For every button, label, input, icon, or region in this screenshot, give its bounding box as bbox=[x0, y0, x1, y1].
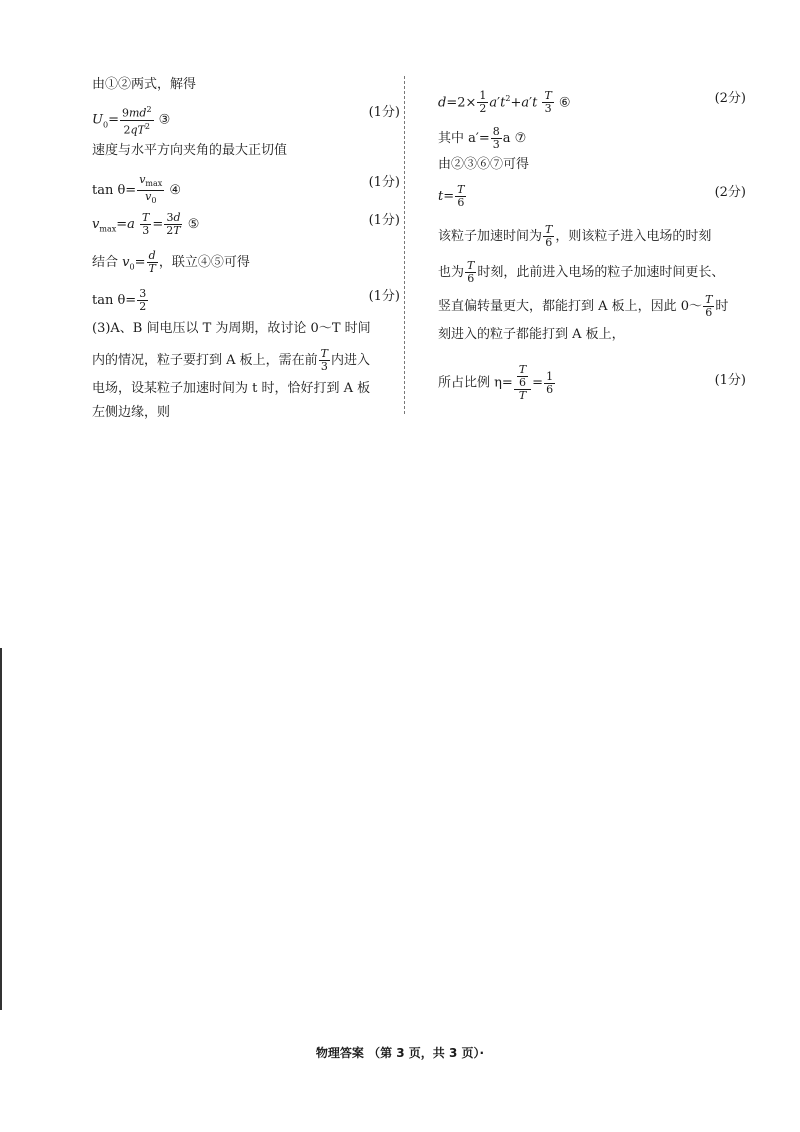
text: 其中 a′= bbox=[438, 131, 490, 146]
formula-combine: 结合 $v_0=$ $\frac{d}{T}$ ，联立④⑤可得 bbox=[92, 249, 250, 275]
score: (1分) bbox=[368, 289, 400, 304]
text: 内的情况，粒子要打到 A 板上，需在前 bbox=[92, 353, 318, 368]
formula-d: d=2× $\frac{1}{2}$ $a't^2+a't$ $\frac{T}{3}$ ⑥ (2分) bbox=[438, 89, 746, 116]
formula-vmax: $v_{max}=a$ $\frac{T}{3}$ = $\frac{3d}{2T}$ ⑤ (1分) bbox=[92, 211, 400, 237]
formula-u0: $U_0=$ $\frac{9md^2}{2qT^2}$ ③ (1分) bbox=[92, 105, 400, 137]
score: (1分) bbox=[368, 213, 400, 228]
text-line: 速度与水平方向夹角的最大正切值 bbox=[92, 143, 288, 158]
text-line: 内的情况，粒子要打到 A 板上，需在前 $\frac{T}{3}$ 内进入 bbox=[92, 347, 371, 373]
text-line: 也为 $\frac{T}{6}$ 时刻，此前进入电场的粒子加速时间更长、 bbox=[438, 259, 725, 285]
text: a ⑦ bbox=[502, 131, 527, 146]
score: (1分) bbox=[714, 373, 746, 388]
text: 该粒子加速时间为 bbox=[438, 229, 543, 244]
text: ，则该粒子进入电场的时刻 bbox=[555, 229, 712, 244]
text: 所占比例 η= bbox=[438, 375, 513, 391]
text: 时刻，此前进入电场的粒子加速时间更长、 bbox=[477, 265, 725, 280]
text-line: 刻进入的粒子都能打到 A 板上， bbox=[438, 327, 625, 342]
text: ，联立④⑤可得 bbox=[158, 255, 250, 270]
column-divider bbox=[404, 76, 405, 414]
formula-t: t= $\frac{T}{6}$ (2分) bbox=[438, 183, 746, 209]
text-line: 电场，设某粒子加速时间为 t 时，恰好打到 A 板 bbox=[92, 381, 371, 396]
text-line: 由①②两式，解得 bbox=[92, 77, 197, 92]
formula-eta: 所占比例 η= $\frac{\frac{T}{6}}{T}$ = $\frac{1}{6}$ (1分) bbox=[438, 363, 746, 402]
text-line: 由②③⑥⑦可得 bbox=[438, 157, 530, 172]
text: 内进入 bbox=[331, 353, 371, 368]
formula-tan-result: tan θ= $\frac{3}{2}$ (1分) bbox=[92, 287, 400, 313]
text: 也为 bbox=[438, 265, 465, 280]
page-edge-line bbox=[0, 648, 5, 1010]
text-line: 该粒子加速时间为 $\frac{T}{6}$ ，则该粒子进入电场的时刻 bbox=[438, 223, 712, 249]
text: 竖直偏转量更大，都能打到 A 板上，因此 0～ bbox=[438, 299, 703, 314]
score: (2分) bbox=[714, 91, 746, 106]
score: (2分) bbox=[714, 185, 746, 200]
text-line: (3)A、B 间电压以 T 为周期，故讨论 0～T 时间 bbox=[92, 321, 371, 336]
score: (1分) bbox=[368, 105, 400, 120]
formula-a-prime: 其中 a′= $\frac{8}{3}$ a ⑦ bbox=[438, 125, 527, 151]
formula-tan: tan θ= $\frac{v_{max}}{v_0}$ ④ (1分) bbox=[92, 173, 400, 206]
text: 结合 bbox=[92, 255, 123, 270]
page-footer: 物理答案 （第 3 页，共 3 页）· bbox=[315, 1046, 485, 1060]
text-line: 竖直偏转量更大，都能打到 A 板上，因此 0～ $\frac{T}{6}$ 时 bbox=[438, 293, 729, 319]
text: 时 bbox=[715, 299, 729, 314]
text-line: 左侧边缘，则 bbox=[92, 405, 171, 420]
score: (1分) bbox=[368, 175, 400, 190]
